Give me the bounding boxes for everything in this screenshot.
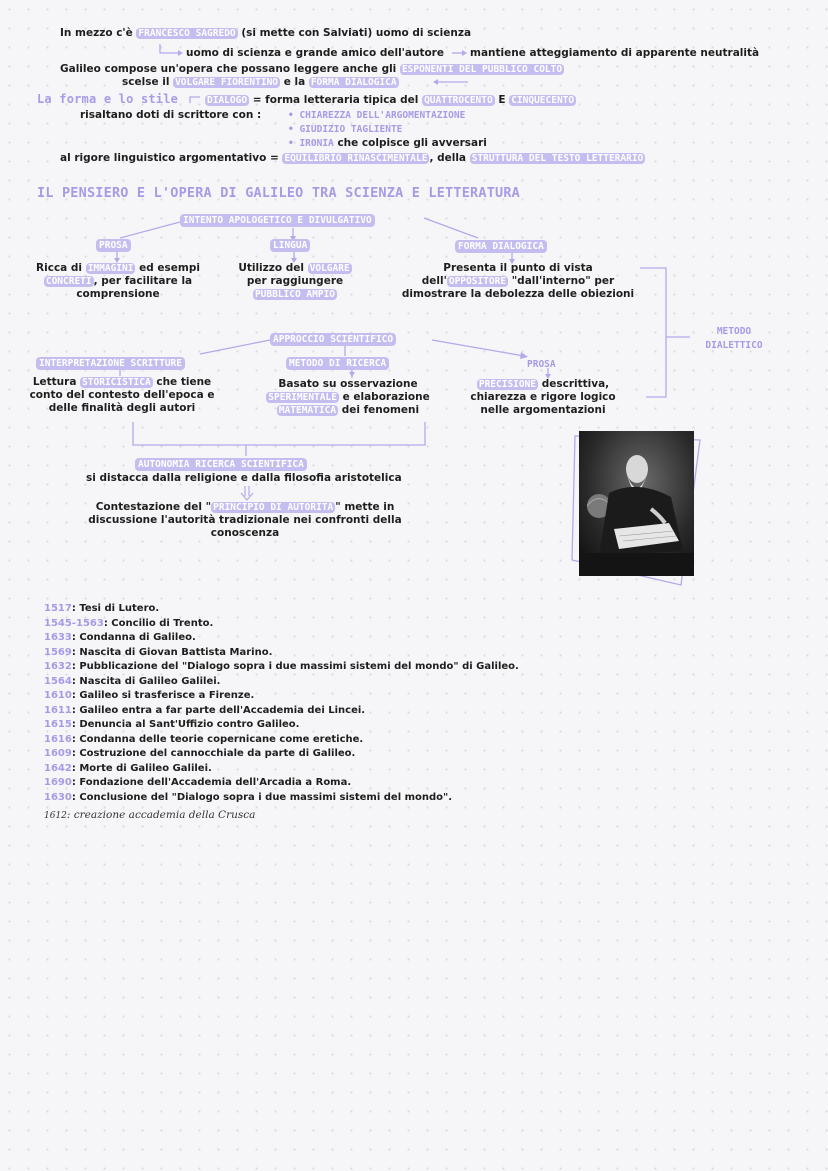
text: CHIAREZZA DELL'ARGOMENTAZIONE xyxy=(299,110,466,121)
text-autonomia: si distacca dalla religione e dalla filosofia aristotelica xyxy=(86,472,402,484)
galileo-portrait xyxy=(579,431,694,576)
text-metodo-ricerca xyxy=(240,378,456,417)
line-pubblico-colto xyxy=(60,63,564,76)
text: nelle argomentazioni xyxy=(480,404,606,416)
section-title: IL PENSIERO E L'OPERA DI GALILEO TRA SCIENZA E LETTERATURA xyxy=(37,185,521,201)
bullet-chiarezza: • CHIAREZZA DELL'ARGOMENTAZIONE xyxy=(288,110,466,121)
timeline-item xyxy=(44,704,519,719)
timeline-item xyxy=(44,689,519,704)
line-sagredo xyxy=(60,27,471,40)
text: scelse il xyxy=(122,76,170,88)
node-prosa-1: PROSA xyxy=(96,239,131,252)
timeline-text: : Conclusione del "Dialogo sopra i due massimi sistemi del mondo". xyxy=(71,791,453,803)
timeline-text: : Concilio di Trento. xyxy=(103,617,214,629)
bracket-autonomia xyxy=(133,422,425,445)
node-forma-dialogica: FORMA DIALOGICA xyxy=(455,240,547,253)
timeline-year: 1616 xyxy=(44,733,72,745)
timeline-year: 1630 xyxy=(44,791,72,803)
text: Ricca di xyxy=(36,262,83,274)
highlight-struttura: STRUTTURA DEL TESTO LETTERARIO xyxy=(471,153,644,164)
text: "dall'interno" per xyxy=(511,275,615,287)
highlight-oppositore: OPPOSITORE xyxy=(448,276,507,287)
timeline-text: : Denuncia al Sant'Uffizio contro Galileo. xyxy=(71,719,300,730)
timeline-year: 1632 xyxy=(44,661,72,672)
highlight-concreti: CONCRETI xyxy=(45,276,92,287)
text: conto del contesto dell'epoca e xyxy=(29,389,215,401)
timeline-text: : Morte di Galileo Galilei. xyxy=(71,762,212,774)
highlight-precisione: PRECISIONE xyxy=(478,379,537,390)
timeline-text: : Nascita di Galileo Galilei. xyxy=(71,675,221,687)
highlight-matematica: MATEMATICA xyxy=(278,405,337,416)
text: (si mette con Salviati) uomo di scienza xyxy=(241,27,472,39)
line-dialogo xyxy=(205,94,576,107)
text: al rigore linguistico argomentativo = xyxy=(60,152,279,164)
node-intento: INTENTO APOLOGETICO E DIVULGATIVO xyxy=(180,214,375,227)
text: e la xyxy=(283,76,306,88)
highlight-esponenti: ESPONENTI DEL PUBBLICO COLTO xyxy=(401,64,563,75)
timeline-text: : Tesi di Lutero. xyxy=(71,603,160,614)
text: Lettura xyxy=(32,376,77,388)
timeline-item xyxy=(44,718,519,733)
highlight-storicistica: STORICISTICA xyxy=(82,377,151,388)
timeline-list xyxy=(44,602,519,805)
text: Presenta il punto di vista xyxy=(443,262,593,274)
timeline-item xyxy=(44,776,519,791)
text: dei fenomeni xyxy=(341,404,420,416)
highlight-immagini: IMMAGINI xyxy=(87,263,134,274)
timeline-text: : Condanna di Galileo. xyxy=(71,632,196,643)
timeline-item xyxy=(44,762,519,777)
bullet-ironia: • IRONIA che colpisce gli avversari xyxy=(288,137,487,149)
timeline-year: 1642 xyxy=(44,762,72,774)
timeline-item xyxy=(44,602,519,617)
node-metodo-ricerca: METODO DI RICERCA xyxy=(286,357,389,370)
timeline-year: 1690 xyxy=(44,777,72,788)
timeline-year: 1610 xyxy=(44,690,72,701)
text: IRONIA xyxy=(299,138,334,149)
text: dell' xyxy=(421,275,447,287)
timeline-year: 1615 xyxy=(44,719,72,730)
node-autonomia: AUTONOMIA RICERCA SCIENTIFICA xyxy=(135,458,307,471)
highlight-forma-dialogica: FORMA DIALOGICA xyxy=(310,77,397,88)
line-volgare xyxy=(122,76,399,89)
text: delle finalità degli autori xyxy=(48,402,196,414)
line-approccio-interp xyxy=(200,340,270,354)
text: conoscenza xyxy=(210,527,280,539)
text: comprensione xyxy=(76,288,160,300)
text-prosa-2 xyxy=(454,378,632,417)
text: che tiene xyxy=(156,376,212,388)
timeline-text: : Galileo si trasferisce a Firenze. xyxy=(71,690,255,701)
timeline-text: : Nascita di Giovan Battista Marino. xyxy=(71,646,273,658)
timeline-item xyxy=(44,791,519,806)
text: dimostrare la debolezza delle obiezioni xyxy=(401,288,635,300)
highlight-dialogo: DIALOGO xyxy=(207,95,248,106)
node-metodo-dialettico: METODO DIALETTICO xyxy=(705,326,763,351)
text: , per facilitare la xyxy=(93,275,193,287)
text: " mette in xyxy=(335,501,395,513)
timeline-year: 1517 xyxy=(44,603,72,614)
text: descrittiva, xyxy=(541,378,610,390)
timeline-item xyxy=(44,675,519,690)
handwritten-year: 1612 xyxy=(44,811,67,821)
portrait-drawing xyxy=(579,431,694,576)
highlight-principio: PRINCIPIO DI AUTORITÀ xyxy=(213,502,334,513)
timeline-text: : Pubblicazione del "Dialogo sopra i due massimi sistemi del mondo" di Galileo. xyxy=(71,661,519,672)
text-lingua xyxy=(210,262,380,301)
node-prosa-2: PROSA xyxy=(527,359,556,370)
text: GIUDIZIO TAGLIENTE xyxy=(299,124,403,135)
timeline-year: 1633 xyxy=(44,632,72,643)
timeline-text: : Fondazione dell'Accademia dell'Arcadia a Roma. xyxy=(71,777,352,788)
text: mantiene atteggiamento di apparente neutralità xyxy=(470,47,760,59)
timeline-item xyxy=(44,617,519,632)
text-prosa-1 xyxy=(20,262,216,301)
text: uomo di scienza e grande amico dell'autore xyxy=(186,47,444,59)
line-rigore xyxy=(60,152,645,165)
heading-forma-stile: La forma e lo stile xyxy=(37,92,179,106)
text: ed esempi xyxy=(139,262,200,274)
timeline-item xyxy=(44,733,519,748)
line-uomo-scienza xyxy=(186,47,444,60)
line-approccio-prosa xyxy=(432,340,524,356)
timeline-item xyxy=(44,747,519,762)
text: Basato su osservazione xyxy=(278,378,418,390)
text: Galileo compose un'opera che possano leggere anche gli xyxy=(60,63,397,75)
node-approccio: APPROCCIO SCIENTIFICO xyxy=(270,333,396,346)
timeline-year: 1564 xyxy=(44,675,72,687)
text: In mezzo c'è xyxy=(60,27,133,39)
highlight-equilibrio: EQUILIBRIO RINASCIMENTALE xyxy=(284,153,428,164)
node-lingua: LINGUA xyxy=(270,239,310,252)
text: e elaborazione xyxy=(342,391,430,403)
line-intento-prosa xyxy=(120,222,180,238)
text-forma-dialogica xyxy=(390,262,646,301)
line-neutralita xyxy=(470,47,759,60)
timeline-item xyxy=(44,660,519,675)
line-intento-forma xyxy=(424,218,478,238)
timeline-text: : Condanna delle teorie copernicane come eretiche. xyxy=(71,733,364,745)
highlight-cinquecento: CINQUECENTO xyxy=(511,95,575,106)
timeline-item xyxy=(44,646,519,661)
text: E xyxy=(498,94,506,106)
text: per raggiungere xyxy=(246,275,344,287)
text: Contestazione del " xyxy=(95,501,212,513)
timeline-year: 1611 xyxy=(44,704,72,716)
text-interpretazione xyxy=(14,376,230,415)
highlight-sagredo: FRANCESCO SAGREDO xyxy=(138,28,236,39)
timeline-year: 1569 xyxy=(44,646,72,658)
timeline-item xyxy=(44,631,519,646)
line-risaltano: risaltano doti di scrittore con : xyxy=(80,109,262,121)
text: che colpisce gli avversari xyxy=(337,137,487,149)
bullet-giudizio: • GIUDIZIO TAGLIENTE xyxy=(288,124,403,135)
node-interpretazione: INTERPRETAZIONE SCRITTURE xyxy=(36,357,185,370)
text: discussione l'autorità tradizionale nei confronti della xyxy=(88,514,402,526)
text-contestazione xyxy=(70,501,420,540)
highlight-quattrocento: QUATTROCENTO xyxy=(424,95,493,106)
timeline-year: 1609 xyxy=(44,748,72,759)
highlight-volgare-fiorentino: VOLGARE FIORENTINO xyxy=(175,77,279,88)
arrow-dialogo xyxy=(190,97,200,103)
highlight-sperimentale: SPERIMENTALE xyxy=(268,392,337,403)
timeline-text: : Galileo entra a far parte dell'Accademia dei Lincei. xyxy=(71,704,366,716)
highlight-volgare: VOLGARE xyxy=(309,263,350,274)
text: Utilizzo del xyxy=(238,262,304,274)
handwritten-note xyxy=(44,809,255,821)
handwritten-text: : creazione accademia della Crusca xyxy=(66,809,256,821)
timeline-year: 1545-1563 xyxy=(44,617,104,629)
highlight-pubblico-ampio: PUBBLICO AMPIO xyxy=(254,289,336,300)
arrow-to-uomo xyxy=(160,44,178,53)
timeline-text: : Costruzione del cannocchiale da parte di Galileo. xyxy=(71,748,356,759)
text: = forma letteraria tipica del xyxy=(252,94,419,106)
text: , della xyxy=(429,152,467,164)
text: chiarezza e rigore logico xyxy=(470,391,616,403)
